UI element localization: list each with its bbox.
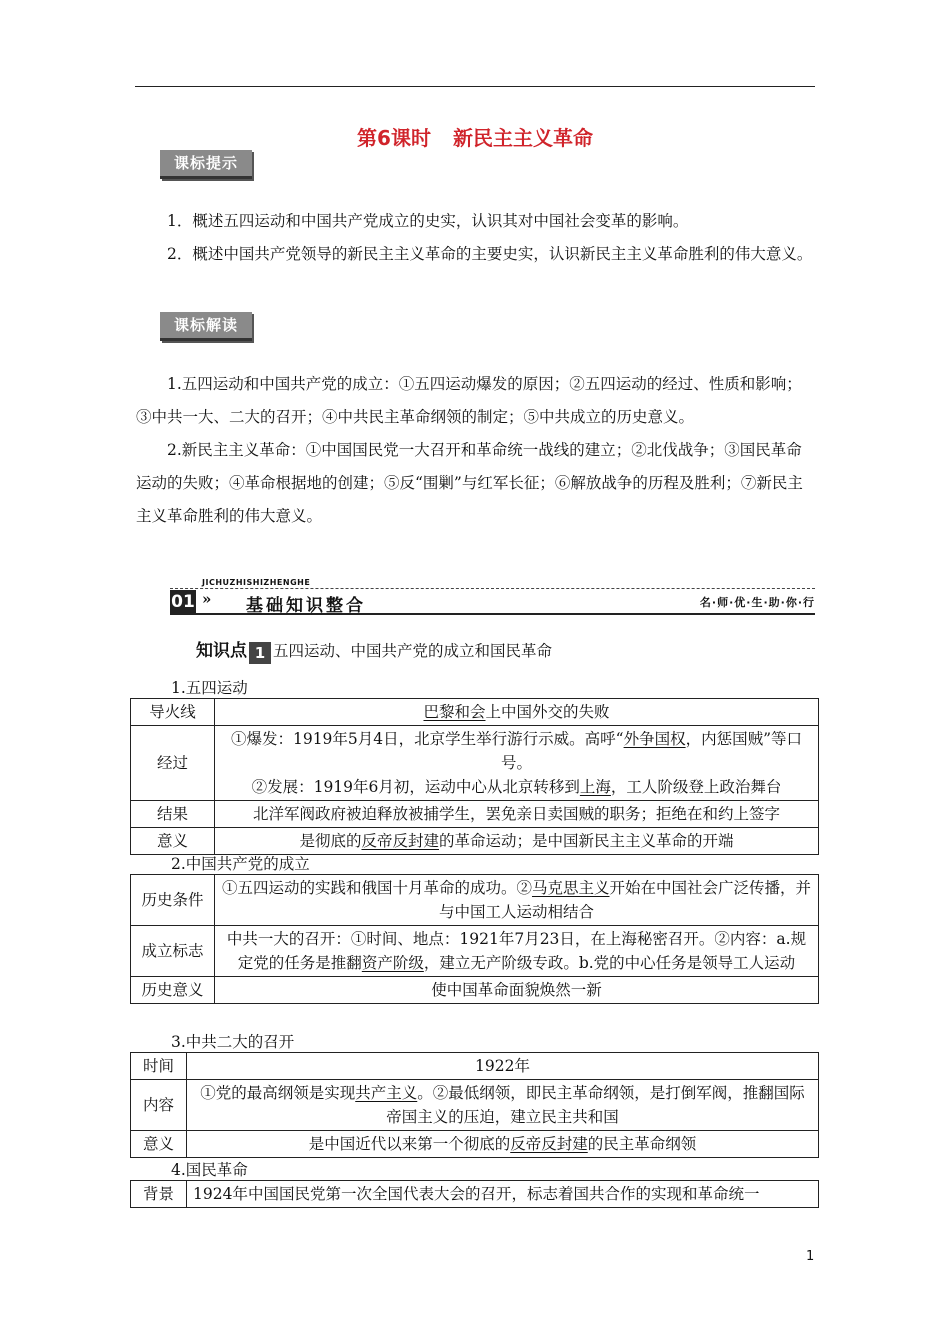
row-content: 1924年中国国民党第一次全国代表大会的召开，标志着国共合作的实现和革命统一 [187, 1181, 819, 1208]
page-title [0, 122, 950, 151]
row-content: ①五四运动的实践和俄国十月革命的成功。②马克思主义开始在中国社会广泛传播，并与中国工人运动相结合 [215, 875, 819, 926]
lesson-number: 第6课时 [357, 126, 431, 150]
standards-hint-tag: 课标提示 [160, 150, 252, 179]
list-item: 2．概述中国共产党领导的新民主主义革命的主要史实，认识新民主主义革命胜利的伟大意义。 [167, 245, 813, 263]
list-item: 1.五四运动和中国共产党的成立：①五四运动爆发的原因；②五四运动的经过、性质和影响；③中共一大、二大的召开；④中共民主革命纲领的制定；⑤中共成立的历史意义。 [136, 375, 802, 426]
row-label: 历史条件 [131, 875, 215, 926]
row-label: 背景 [131, 1181, 187, 1208]
list-item: 2.新民主主义革命：①中国国民党一大召开和革命统一战线的建立；②北伐战争；③国民革命运动的失败；④革命根据地的创建；⑤反“围剿”与红军长征；⑥解放战争的历程及胜利；⑦新民主主义革命胜利的伟大意义。 [136, 441, 803, 525]
divider [170, 613, 815, 615]
standards-reading-tag: 课标解读 [160, 312, 252, 341]
table-row [131, 1131, 819, 1158]
table-heading: 3.中共二大的召开 [171, 1033, 295, 1051]
table-row [131, 1053, 819, 1080]
lesson-title: 新民主主义革命 [452, 126, 593, 150]
table-row [131, 801, 819, 828]
row-label: 历史意义 [131, 977, 215, 1004]
table-row [131, 875, 819, 926]
may-fourth-table [130, 698, 819, 855]
second-congress-table [130, 1052, 819, 1158]
row-content: 是中国近代以来第一个彻底的反帝反封建的民主革命纲领 [187, 1131, 819, 1158]
table-row [131, 1080, 819, 1131]
section-header [170, 578, 815, 614]
national-revolution-table [130, 1180, 819, 1208]
divider [170, 588, 815, 589]
row-label: 导火线 [131, 699, 215, 726]
row-label: 意义 [131, 828, 215, 855]
table-row [131, 977, 819, 1004]
knowledge-point-heading [196, 636, 552, 664]
row-label: 意义 [131, 1131, 187, 1158]
row-content: 巴黎和会上中国外交的失败 [215, 699, 819, 726]
table-heading: 4.国民革命 [171, 1161, 248, 1179]
standards-reading-list [136, 368, 816, 533]
table-heading: 2.中国共产党的成立 [171, 855, 310, 873]
row-label: 时间 [131, 1053, 187, 1080]
table-row [131, 699, 819, 726]
table-heading: 1.五四运动 [171, 679, 248, 697]
top-rule [135, 86, 815, 87]
row-label: 经过 [131, 726, 215, 801]
list-item: 1．概述五四运动和中国共产党成立的史实，认识其对中国社会变革的影响。 [167, 212, 689, 230]
section-number: 01 [171, 592, 195, 612]
row-content: 北洋军阀政府被迫释放被捕学生，罢免亲日卖国贼的职务；拒绝在和约上签字 [215, 801, 819, 828]
row-content: 1922年 [187, 1053, 819, 1080]
row-label: 内容 [131, 1080, 187, 1131]
table-row [131, 1181, 819, 1208]
ccp-founding-table [130, 874, 819, 1004]
section-motto: 名·师·优·生·助·你·行 [699, 596, 815, 609]
standards-hint-list [136, 205, 816, 271]
table-row [131, 726, 819, 801]
knowledge-point-title: 五四运动、中国共产党的成立和国民革命 [273, 642, 553, 660]
table-row [131, 828, 819, 855]
row-content: ①党的最高纲领是实现共产主义。②最低纲领，即民主革命纲领，是打倒军阀，推翻国际帝国主义的压迫，建立民主共和国 [187, 1080, 819, 1131]
row-label: 成立标志 [131, 926, 215, 977]
row-content: 使中国革命面貌焕然一新 [215, 977, 819, 1004]
table-row [131, 926, 819, 977]
row-label: 结果 [131, 801, 215, 828]
row-content: 中共一大的召开：①时间、地点：1921年7月23日，在上海秘密召开。②内容：a.规定党的任务是推翻资产阶级，建立无产阶级专政。b.党的中心任务是领导工人运动 [215, 926, 819, 977]
knowledge-point-label: 知识点 [196, 641, 247, 661]
row-content: ①爆发：1919年5月4日，北京学生举行游行示威。高呼“外争国权，内惩国贼”等口号。 ②发展：1919年6月初，运动中心从北京转移到上海，工人阶级登上政治舞台 [215, 726, 819, 801]
section-pinyin: JICHUZHISHIZHENGHE [202, 578, 311, 587]
section-heading: 基础知识整合 [246, 596, 366, 616]
page-number: 1 [806, 1249, 815, 1264]
row-content: 是彻底的反帝反封建的革命运动；是中国新民主主义革命的开端 [215, 828, 819, 855]
double-chevron-icon: » [202, 590, 212, 608]
knowledge-point-number: 1 [249, 642, 271, 664]
